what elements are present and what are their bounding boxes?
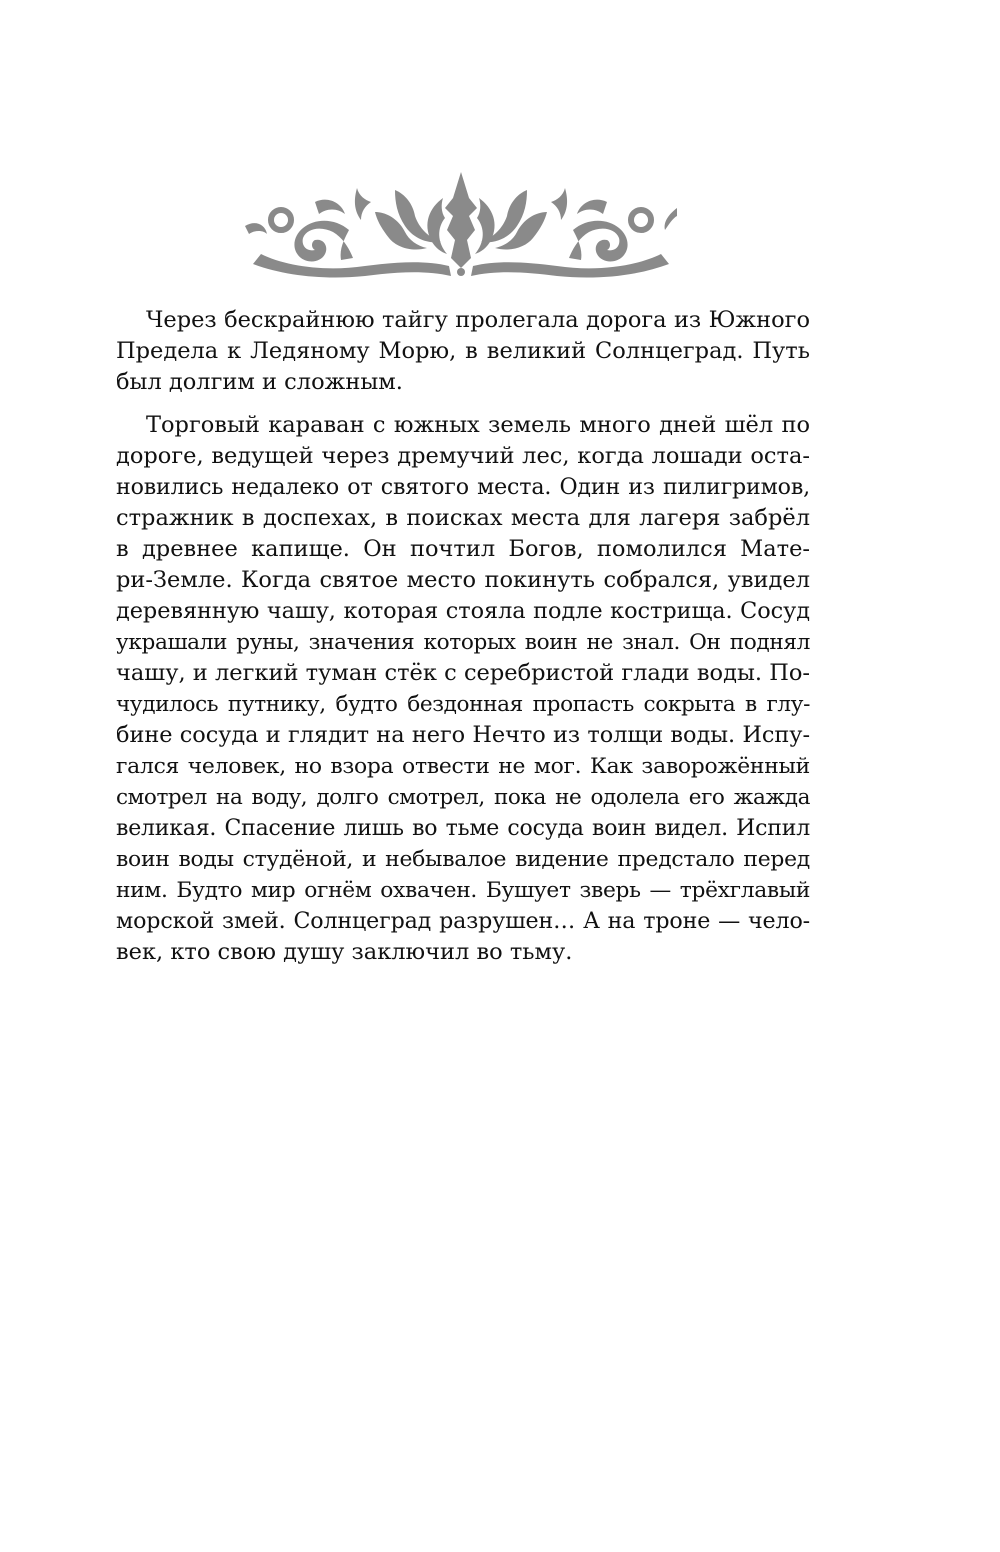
ornament-sprout-left [355, 188, 371, 220]
text-line: деревянную чашу, которая стояла подле кострища. Сосуд [116, 598, 810, 624]
text-line: век, кто свою душу заключил во тьму. [116, 939, 573, 965]
ornament-loop-right [631, 210, 651, 230]
text-line: украшали руны, значения которых воин не знал. Он поднял [116, 630, 810, 655]
ornament-sprout-right [551, 188, 567, 220]
text-line: Предела к Ледяному Морю, в великий Солнцеград. Путь [116, 338, 810, 364]
text-line: ним. Будто мир огнём охвачен. Бушует зверь — трёхглавый [116, 878, 810, 903]
ornament-loop-left [271, 210, 291, 230]
text-line: стражник в доспехах, в поисках места для лагеря забрёл [116, 505, 810, 531]
ornament-flame-right [475, 198, 495, 254]
text-line: был долгим и сложным. [116, 369, 403, 395]
text-line: в древнее капище. Он почтил Богов, помолился Мате- [116, 536, 810, 562]
text-line: Торговый караван с южных земель много дней шёл по [146, 412, 810, 438]
text-line: чашу, и легкий туман стёк с серебристой глади воды. По- [116, 660, 810, 686]
text-line: ри-Земле. Когда святое место покинуть собрался, увидел [116, 567, 810, 593]
ornament-center-dot [457, 268, 465, 276]
ornament-lobe-right [577, 200, 607, 214]
text-line: Через бескрайнюю тайгу пролегала дорога из Южного [146, 307, 810, 333]
ornament-graphic [245, 168, 677, 280]
body-text [116, 305, 810, 968]
ornament-tail-left [245, 223, 267, 234]
text-line: чудилось путнику, будто бездонная пропасть сокрыта в глу- [116, 692, 810, 717]
ornament-lobe-left [315, 200, 345, 214]
ornament-scroll-right [569, 221, 628, 262]
paragraph-2 [116, 410, 810, 968]
text-line: воин воды студёной, и небывалое видение предстало перед [116, 847, 810, 872]
text-line: бине сосуда и глядит на него Нечто из толщи воды. Испу- [116, 722, 810, 748]
ornament-flame-left [427, 198, 447, 254]
text-line: смотрел на воду, долго смотрел, пока не одолела его жажда [116, 785, 810, 810]
text-line: великая. Спасение лишь во тьме сосуда воин видел. Испил [116, 816, 810, 841]
text-line: дороге, ведущей через дремучий лес, когда лошади оста- [116, 443, 810, 469]
text-line: морской змей. Солнцеград разрушен… А на троне — чело- [116, 908, 810, 934]
ornament-center-spire [445, 172, 477, 268]
text-line: новились недалеко от святого места. Один из пилигримов, [116, 474, 810, 500]
ornament-tail-right [665, 208, 677, 230]
paragraph-1 [116, 305, 810, 398]
text-line: гался человек, но взора отвести не мог. Как заворожённый [116, 754, 810, 779]
ornament-scroll-left [294, 221, 353, 262]
paragraph-gap [146, 398, 810, 410]
decorative-header-ornament [245, 168, 677, 280]
